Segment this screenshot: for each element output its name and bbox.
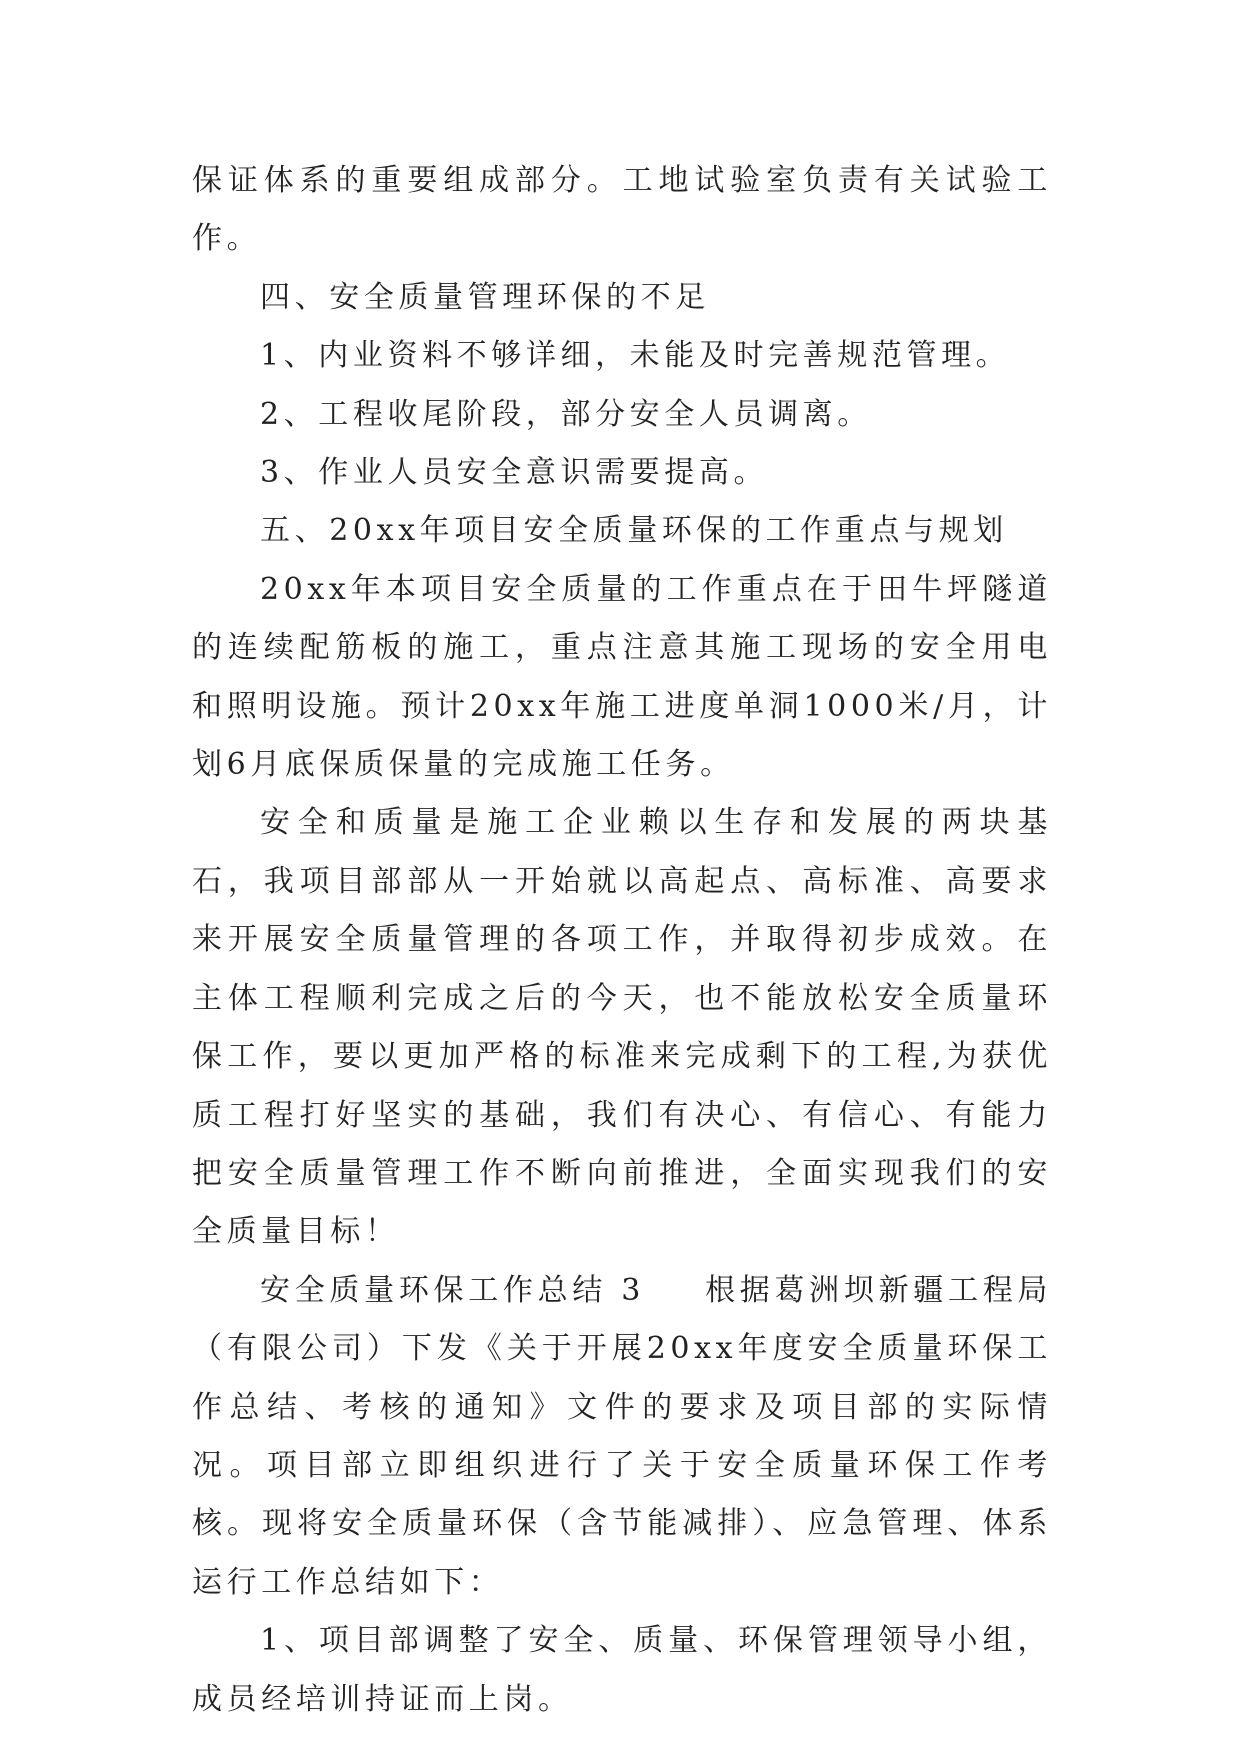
paragraph-safety-quality: 安全和质量是施工企业赖以生存和发展的两块基石，我项目部部从一开始就以高起点、高标准、高要求来开展安全质量管理的各项工作，并取得初步成效。在主体工程顺利完成之后的今天，也不能放松安全质量环保工作，要以更加严格的标准来完成剩下的工程,为获优质工程打好坚实的基础，我们有决心、有信心、有能力把安全质量管理工作不断向前推进，全面实现我们的安全质量目标！ bbox=[192, 805, 1052, 1250]
list-item-2: 2、工程收尾阶段，部分安全人员调离。 bbox=[260, 396, 872, 432]
heading-section-five: 五、20xx年项目安全质量环保的工作重点与规划 bbox=[260, 513, 1008, 549]
paragraph-summary-three bbox=[192, 1262, 1052, 1612]
list-item-1: 1、内业资料不够详细，未能及时完善规范管理。 bbox=[260, 338, 1011, 374]
heading-section-four: 四、安全质量管理环保的不足 bbox=[260, 279, 710, 315]
summary-three-title: 安全质量环保工作总结 3 bbox=[260, 1272, 645, 1308]
paragraph-work-focus: 20xx年本项目安全质量的工作重点在于田牛坪隧道的连续配筋板的施工，重点注意其施工现场的安全用电和照明设施。预计20xx年施工进度单洞1000米/月，计划6月底保质保量的完成施工任务。 bbox=[192, 571, 1052, 783]
paragraph-continuation: 保证体系的重要组成部分。工地试验室负责有关试验工作。 bbox=[192, 163, 1052, 257]
list-item-3: 3、作业人员安全意识需要提高。 bbox=[260, 455, 769, 491]
list-item-team: 1、项目部调整了安全、质量、环保管理领导小组，成员经培训持证而上岗。 bbox=[192, 1623, 1052, 1717]
summary-three-body: 根据葛洲坝新疆工程局（有限公司）下发《关于开展20xx年度安全质量环保工作总结、考核的通知》文件的要求及项目部的实际情况。项目部立即组织进行了关于安全质量环保工作考核。现将安全质量环保（含节能减排）、应急管理、体系运行工作总结如下： bbox=[192, 1272, 1053, 1600]
document-body bbox=[192, 152, 1052, 1729]
